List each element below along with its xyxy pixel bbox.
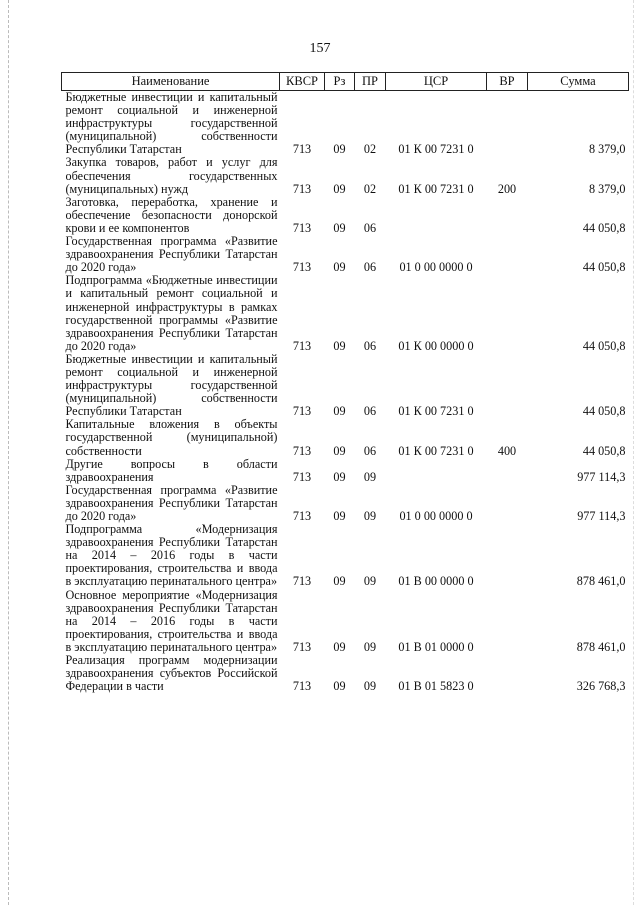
cell-name: Государственная программа «Развитие здравоохранения Республики Татарстан до 2020 года» — [65, 482, 278, 523]
table-row — [62, 458, 629, 484]
cell-sum: 44 050,8 — [582, 443, 626, 458]
cell-vr — [487, 91, 528, 157]
cell-csr: 01 К 00 7231 0 — [398, 142, 474, 157]
cell-sum: 44 050,8 — [582, 260, 626, 275]
cell-vr — [487, 484, 528, 523]
cell-sum: 878 461,0 — [576, 574, 626, 589]
cell-csr — [386, 196, 487, 235]
header-pr: ПР — [355, 73, 386, 91]
cell-name: Закупка товаров, работ и услуг для обеспечения государственных (муниципальных) нужд — [65, 155, 278, 196]
cell-rz: 09 — [333, 404, 346, 419]
cell-name: Заготовка, переработка, хранение и обеспечение безопасности донорской крови и ее компонентов — [65, 194, 278, 235]
cell-pr: 09 — [363, 639, 377, 654]
cell-sum: 44 050,8 — [582, 338, 626, 353]
cell-name: Основное мероприятие «Модернизация здравоохранения Республики Татарстан на 2014 – 2016 годы в части проектирования, строительства и ввода в эксплуатацию перинатального центра» — [65, 587, 278, 654]
scan-margin-line-right — [633, 0, 634, 905]
cell-kvsr: 713 — [292, 260, 312, 275]
cell-rz: 09 — [333, 142, 346, 157]
table-row — [62, 523, 629, 588]
table-row — [62, 484, 629, 523]
cell-sum: 977 114,3 — [577, 509, 626, 523]
table-row — [62, 589, 629, 654]
table-row — [62, 274, 629, 353]
cell-name: Подпрограмма «Бюджетные инвестиции и капитальный ремонт социальной и инженерной инфраструктуры в рамках государственной программы «Развитие здравоохранения Республики Татарстан до 2020 года» — [65, 273, 278, 353]
cell-csr: 01 0 00 0000 0 — [399, 260, 473, 275]
cell-sum: 878 461,0 — [576, 639, 626, 654]
cell-pr: 02 — [363, 181, 377, 196]
cell-kvsr: 713 — [292, 338, 312, 353]
table-row — [62, 654, 629, 693]
table-row — [62, 418, 629, 457]
cell-name: Подпрограмма «Модернизация здравоохранения Республики Татарстан на 2014 – 2016 годы в части проектирования, строительства и ввода в эксплуатацию перинатального центра» — [65, 522, 278, 589]
table-row — [62, 91, 629, 157]
cell-sum: 326 768,3 — [576, 679, 626, 694]
cell-name: Бюджетные инвестиции и капитальный ремонт социальной и инженерной инфраструктуры государственной (муниципальной) собственности Республики Татарстан — [65, 351, 278, 419]
cell-name: Реализация программ модернизации здравоохранения субъектов Российской Федерации в части — [65, 653, 278, 694]
cell-csr: 01 В 01 0000 0 — [398, 639, 474, 654]
cell-csr: 01 К 00 0000 0 — [398, 338, 474, 353]
cell-pr: 09 — [363, 679, 377, 694]
header-kvsr: КВСР — [280, 73, 325, 91]
cell-csr: 01 К 00 7231 0 — [398, 181, 474, 196]
cell-name: Капитальные вложения в объекты государственной (муниципальной) собственности — [65, 417, 278, 458]
cell-sum: 8 379,0 — [588, 142, 626, 157]
cell-vr — [487, 235, 528, 274]
cell-rz: 09 — [333, 679, 346, 694]
table-body — [62, 91, 629, 694]
header-vr: ВР — [487, 73, 528, 91]
cell-csr: 01 В 00 0000 0 — [398, 574, 474, 589]
cell-pr: 06 — [363, 404, 377, 419]
cell-csr — [386, 458, 487, 484]
header-name: Наименование — [62, 73, 280, 91]
table-row — [62, 196, 629, 235]
header-row — [62, 73, 629, 91]
cell-pr: 09 — [363, 574, 377, 589]
cell-kvsr: 713 — [292, 443, 312, 458]
cell-kvsr: 713 — [292, 181, 312, 196]
cell-vr — [487, 589, 528, 654]
cell-vr — [487, 196, 528, 235]
cell-sum: 44 050,8 — [582, 404, 626, 419]
header-sum: Сумма — [528, 73, 629, 91]
cell-csr: 01 В 01 5823 0 — [398, 679, 474, 694]
cell-sum: 44 050,8 — [582, 220, 626, 235]
cell-pr: 09 — [363, 509, 377, 523]
page-number: 157 — [309, 41, 331, 56]
cell-rz: 09 — [333, 220, 346, 235]
cell-rz: 09 — [333, 181, 346, 196]
cell-csr: 01 0 00 0000 0 — [399, 509, 473, 523]
cell-rz: 09 — [333, 443, 346, 458]
cell-kvsr: 713 — [292, 639, 312, 654]
cell-pr: 06 — [363, 443, 377, 458]
cell-vr: 200 — [497, 181, 517, 196]
cell-rz: 09 — [333, 509, 346, 523]
scan-margin-line — [8, 0, 9, 905]
cell-name: Бюджетные инвестиции и капитальный ремонт социальной и инженерной инфраструктуры государственной (муниципальной) собственности Республики Татарстан — [65, 90, 278, 157]
cell-kvsr: 713 — [292, 220, 312, 235]
cell-pr: 06 — [363, 220, 377, 235]
table-row — [62, 235, 629, 274]
cell-vr: 400 — [497, 443, 517, 458]
cell-vr — [487, 458, 528, 484]
cell-rz: 09 — [333, 574, 346, 589]
table-row — [62, 156, 629, 195]
cell-rz: 09 — [333, 260, 346, 275]
cell-vr — [487, 654, 528, 693]
cell-name: Другие вопросы в области здравоохранения — [65, 456, 278, 484]
cell-vr — [487, 523, 528, 588]
cell-csr: 01 К 00 7231 0 — [398, 443, 474, 458]
cell-rz: 09 — [333, 469, 346, 484]
cell-kvsr: 713 — [292, 509, 312, 523]
cell-name: Государственная программа «Развитие здравоохранения Республики Татарстан до 2020 года» — [65, 234, 278, 275]
cell-vr — [487, 274, 528, 353]
cell-kvsr: 713 — [292, 574, 312, 589]
cell-sum: 977 114,3 — [577, 469, 626, 484]
cell-pr: 06 — [363, 338, 377, 353]
table-header — [62, 73, 629, 91]
cell-pr: 09 — [363, 469, 377, 484]
cell-vr — [487, 353, 528, 418]
header-rz: Рз — [325, 73, 355, 91]
cell-pr: 02 — [363, 142, 377, 157]
cell-kvsr: 713 — [292, 404, 312, 419]
table-row — [62, 353, 629, 418]
budget-table — [61, 72, 629, 693]
header-csr: ЦСР — [386, 73, 487, 91]
cell-pr: 06 — [363, 260, 377, 275]
cell-rz: 09 — [333, 338, 346, 353]
cell-kvsr: 713 — [292, 469, 312, 484]
cell-csr: 01 К 00 7231 0 — [398, 404, 474, 419]
cell-sum: 8 379,0 — [588, 181, 626, 196]
cell-kvsr: 713 — [292, 142, 312, 157]
cell-rz: 09 — [333, 639, 346, 654]
budget-table-container — [61, 72, 628, 693]
cell-kvsr: 713 — [292, 679, 312, 694]
